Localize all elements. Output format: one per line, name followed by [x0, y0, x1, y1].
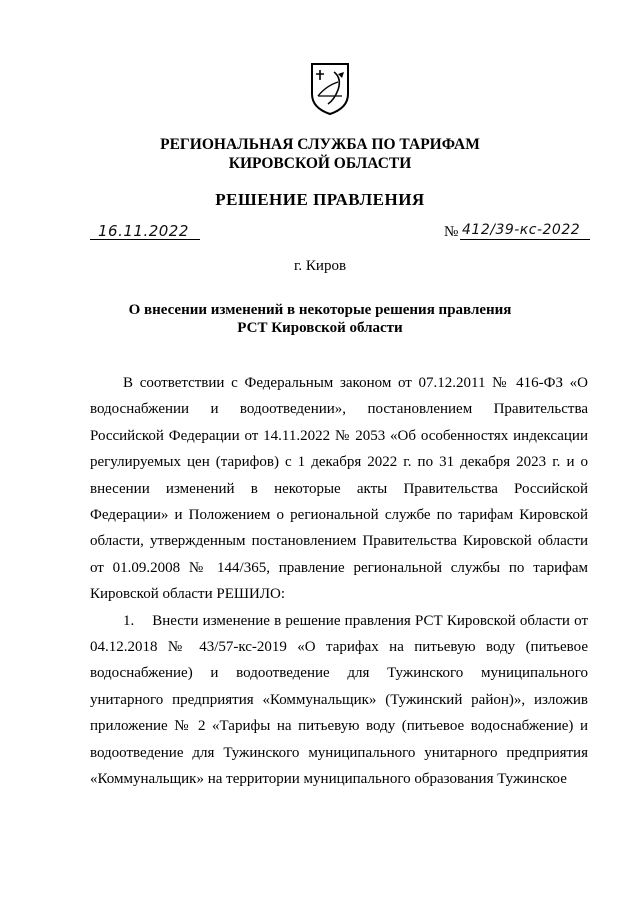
date-underline — [90, 239, 200, 240]
item-1-number: 1. — [123, 612, 135, 629]
item-1-text: Внести изменение в решение правления РСТ Кировской области от 04.12.2018 № 43/57-кс-2019 «О тарифах на питьевую воду (питьевое водоснабжение) и водоотведение для Тужинского муниципального унитарного предприятия «Коммунальщик» (Тужинский район)», изложив приложение № 2 «Тарифы на питьевую воду (питьевое водоснабжение) и водоотведение для Тужинского муниципального унитарного предприятия «Коммунальщик» на территории муниципального образования Тужинское — [90, 612, 588, 788]
subject-line1: О внесении изменений в некоторые решения правления — [128, 302, 512, 318]
city: г. Киров — [293, 258, 347, 274]
document-title: РЕШЕНИЕ ПРАВЛЕНИЯ — [215, 190, 425, 209]
decision-number: 412/39-кс-2022 — [462, 222, 581, 238]
organization-name-line1: РЕГИОНАЛЬНАЯ СЛУЖБА ПО ТАРИФАМ — [160, 136, 480, 153]
item-1-paragraph — [90, 608, 588, 793]
organization-name-line2: КИРОВСКОЙ ОБЛАСТИ — [228, 155, 412, 172]
subject-line2: РСТ Кировской области — [237, 320, 403, 336]
document-body — [90, 370, 588, 793]
preamble-paragraph: В соответствии с Федеральным законом от 07.12.2011 № 416-ФЗ «О водоснабжении и водоотведении», постановлением Правительства Российской Федерации от 14.11.2022 № 2053 «Об особенностях индексации регулируемых цен (тарифов) с 1 декабря 2022 г. по 31 декабря 2023 г. и о внесении изменений в некоторые акты Правительства Российской Федерации» и Положением о региональной службе по тарифам Кировской области, утвержденным постановлением Правительства Кировской области от 01.09.2008 № 144/365, правление региональной службы по тарифам Кировской области РЕШИЛО: — [90, 375, 588, 603]
number-underline — [460, 239, 590, 240]
number-label: № — [444, 224, 459, 240]
decision-date: 16.11.2022 — [98, 222, 189, 240]
coat-of-arms-icon — [308, 60, 352, 116]
